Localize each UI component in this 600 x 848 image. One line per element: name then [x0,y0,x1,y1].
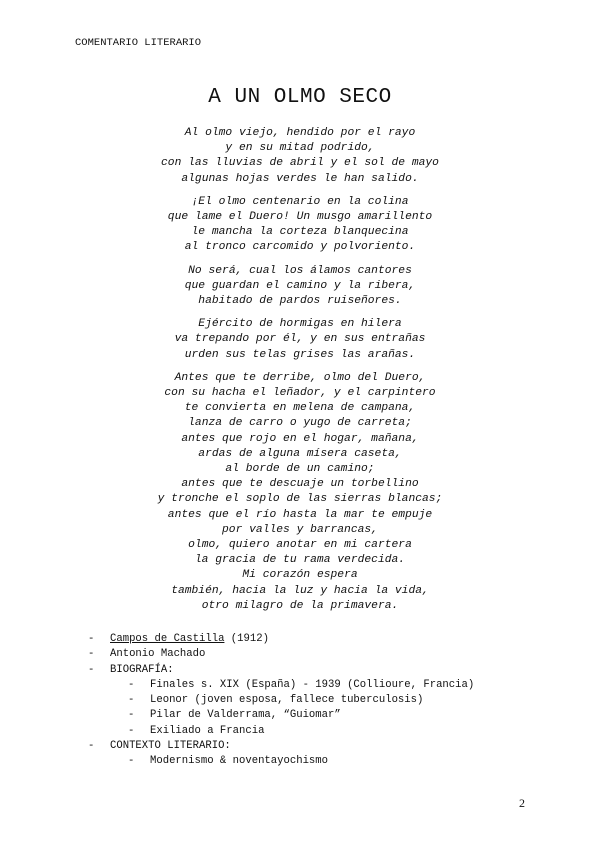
list-item-text: BIOGRAFÍA: [110,663,174,676]
poem-line: va trepando por él, y en sus entrañas [174,333,426,346]
list-item-text: Pilar de Valderrama, “Guiomar” [150,709,341,722]
poem-body [0,126,600,622]
poem-line: ¡El olmo centenario en la colina [191,195,409,208]
poem-line: con su hacha el leñador, y el carpintero [164,387,436,400]
poem-line: otro milagro de la primavera. [201,599,399,612]
poem-line: No será, cual los álamos cantores [188,264,412,277]
list-subitem [88,678,474,693]
poem-line: al borde de un camino; [225,463,375,476]
poem-line: algunas hojas verdes le han salido. [181,172,419,185]
list-item-biography [88,663,474,678]
list-subitem [88,708,474,723]
poem-title: A UN OLMO SECO [208,86,392,109]
bullet-dash: - [88,648,95,661]
list-item-author [88,647,474,662]
list-subitem [88,693,474,708]
poem-line: con las lluvias de abril y el sol de mayo [161,157,439,170]
bullet-dash: - [128,694,135,707]
poem-line: antes que te descuaje un torbellino [181,478,419,491]
poem-line: la gracia de tu rama verdecida. [194,554,406,567]
list-subitem [88,754,474,769]
page-number: 2 [519,796,525,810]
poem-line: Antes que te derribe, olmo del Duero, [174,371,426,384]
stanza [0,195,600,256]
poem-line: habitado de pardos ruiseñores. [198,295,402,308]
bullet-dash: - [128,709,135,722]
bullet-dash: - [88,633,95,645]
poem-line: urden sus telas grises las arañas. [184,348,416,361]
list-item-text: Antonio Machado [110,648,206,661]
bullet-dash: - [128,678,135,691]
stanza [0,126,600,187]
list-item-context [88,739,474,754]
bullet-dash: - [88,740,95,753]
poem-line: olmo, quiero anotar en mi cartera [188,539,412,552]
poem-line: por valles y barrancas, [222,523,378,536]
poem-line: Ejército de hormigas en hilera [198,318,402,331]
stanza [0,317,600,363]
poem-line: también, hacia la luz y hacia la vida, [171,584,429,597]
work-year: (1912) [224,633,269,645]
list-item-text: Exiliado a Francia [150,724,265,737]
poem-line: y tronche el soplo de las sierras blancas; [157,493,443,506]
poem-line: y en su mitad podrido, [225,142,375,155]
poem-line: antes que el río hasta la mar te empuje [167,508,433,521]
poem-line: antes que rojo en el hogar, mañana, [181,432,419,445]
stanza [0,264,600,310]
running-header: COMENTARIO LITERARIO [75,37,202,49]
list-item-text: Modernismo & noventayochismo [150,755,329,768]
list-item-text: Leonor (joven esposa, fallece tuberculosis) [150,694,424,707]
poem-line: le mancha la corteza blanquecina [191,226,409,239]
poem-line: te convierta en melena de campana, [184,402,416,415]
notes-list [88,632,474,770]
bullet-dash: - [128,755,135,768]
poem-line: al tronco carcomido y polvoriento. [184,241,416,254]
poem-line: lanza de carro o yugo de carreta; [188,417,412,430]
stanza [0,371,600,614]
poem-line: Mi corazón espera [242,569,358,582]
list-item-work [88,632,474,647]
list-subitem [88,724,474,739]
poem-line: que guardan el camino y la ribera, [184,279,416,292]
work-title: Campos de Castilla [110,633,225,645]
poem-line: ardas de alguna mísera caseta, [198,447,402,460]
poem-line: Al olmo viejo, hendido por el rayo [184,127,416,139]
bullet-dash: - [88,663,95,676]
list-item-text: Finales s. XIX (España) - 1939 (Collioure, Francia) [150,678,475,691]
list-item-text: CONTEXTO LITERARIO: [110,740,231,753]
bullet-dash: - [128,724,135,737]
poem-line: que lame el Duero! Un musgo amarillento [167,211,433,224]
